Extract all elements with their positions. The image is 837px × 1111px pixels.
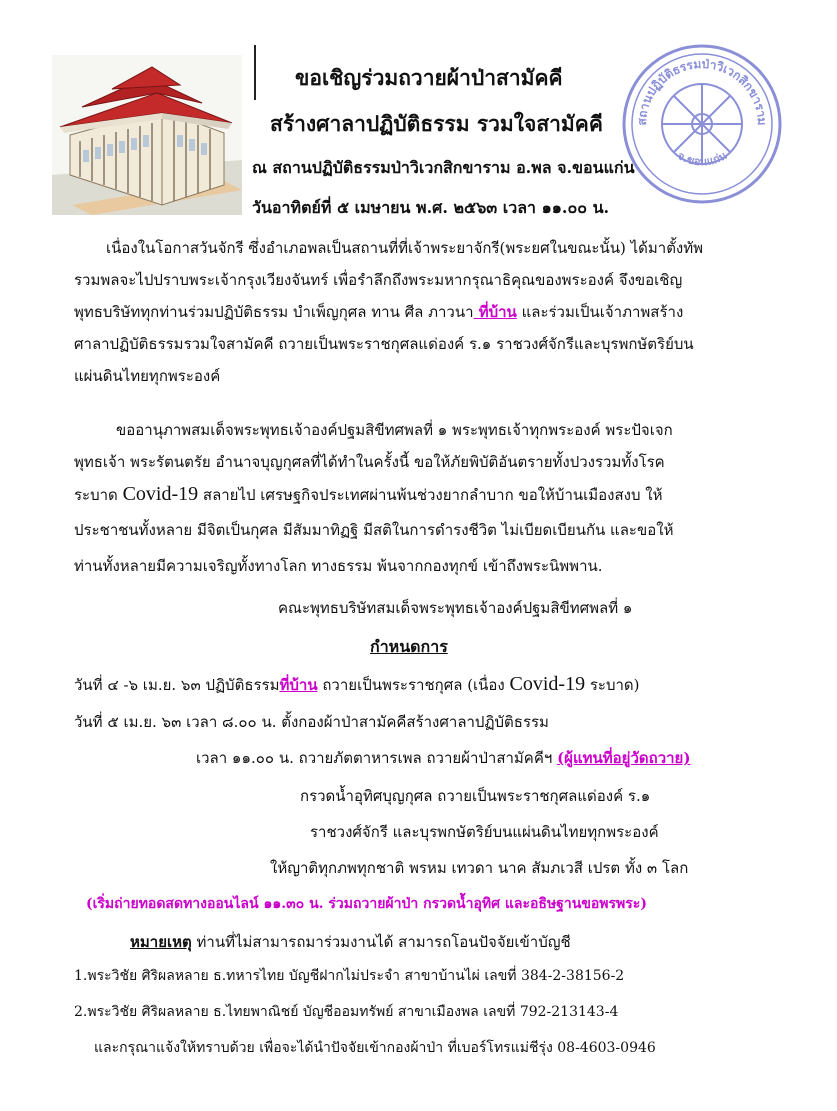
title-line-1: ขอเชิญร่วมถวายผ้าป่าสามัคคี: [295, 65, 563, 90]
para1-line4: ศาลาปฏิบัติธรรมรวมใจสามัคคี ถวายเป็นพระราชกุศลแด่องค์ ร.๑ ราชวงศ์จักรีและบุรพกษัตริย์บน: [74, 335, 694, 353]
schedule-row-1-tail: ระบาด): [585, 676, 640, 694]
para1-line3-tail: และร่วมเป็นเจ้าภาพสร้าง: [516, 303, 684, 321]
title-line-2: สร้างศาลาปฏิบัติธรรม รวมใจสามัคคี: [270, 111, 603, 136]
schedule-row-2: วันที่ ๕ เม.ย. ๖๓ เวลา ๘.๐๐ น. ตั้งกองผ้าป่าสามัคคีสร้างศาลาปฏิบัติธรรม: [74, 713, 549, 731]
schedule-heading: กำหนดการ: [370, 637, 448, 656]
sala-building-illustration: [52, 55, 242, 215]
bank-account-1: 1.พระวิชัย ศิริผลหลาย ธ.ทหารไทย บัญชีฝากไม่ประจำ สาขาบ้านไผ่ เลขที่ 384-2-38156-2: [74, 968, 625, 984]
note-text: ท่านที่ไม่สามารถมาร่วมงานได้ สามารถโอนปัจจัยเข้าบัญชี: [191, 933, 571, 951]
para2-line3: [74, 484, 662, 505]
para2-line4: ประชาชนทั้งหลาย มีจิตเป็นกุศล มีสัมมาทิฏฐิ มีสติในการดำรงชีวิต ไม่เบียดเบียนกัน และขอให้: [74, 521, 674, 539]
para1-line3-text: พุทธบริษัททุกท่านร่วมปฏิบัติธรรม บำเพ็ญกุศล ทาน ศีล ภาวนา: [74, 303, 474, 321]
schedule-row-5: ราชวงศ์จักรี และบุรพกษัตริย์บนแผ่นดินไทยทุกพระองค์: [310, 823, 659, 841]
schedule-row-1-mid: ถวายเป็นพระราชกุศล (เนื่อง: [317, 676, 510, 694]
schedule-row-6: ให้ญาติทุกภพทุกชาติ พรหม เทวดา นาค สัมภเวสี เปรต ทั้ง ๓ โลก: [270, 859, 689, 877]
para1-line3: [74, 302, 683, 322]
schedule-row-3: [196, 748, 690, 768]
event-datetime: วันอาทิตย์ที่ ๕ เมษายน พ.ศ. ๒๕๖๓ เวลา ๑๑.๐๐ น.: [252, 198, 610, 217]
para1-line1: เนื่องในโอกาสวันจักรี ซึ่งอำเภอพลเป็นสถานที่ที่เจ้าพระยาจักรี(พระยศในขณะนั้น) ได้มาตั้งทัพ: [106, 239, 704, 257]
covid-label: Covid-19: [122, 483, 199, 505]
para1-line2: รวมพลจะไปปราบพระเจ้ากรุงเวียงจันทร์ เพื่อรำลึกถึงพระมหากรุณาธิคุณของพระองค์ จึงขอเชิญ: [74, 271, 683, 289]
note-label: หมายเหตุ: [130, 933, 192, 951]
seal-text-bottom: จ.ขอนแก่น: [675, 148, 729, 169]
note-line: [130, 932, 571, 952]
schedule-row-4: กรวดน้ำอุทิศบุญกุศล ถวายเป็นพระราชกุศลแด่องค์ ร.๑: [300, 787, 651, 805]
event-location: ณ สถานปฏิบัติธรรมป่าวิเวกสิกขาราม อ.พล จ.ขอนแก่น: [252, 158, 635, 177]
temple-seal-stamp: [620, 42, 784, 206]
live-broadcast-note: (เริ่มถ่ายทอดสดทางออนไลน์ ๑๑.๓๐ น. ร่วมถวายผ้าป่า กรวดน้ำอุทิศ และอธิษฐานขอพรพระ): [86, 896, 647, 912]
para2-line3-head: ระบาด: [74, 486, 123, 504]
at-home-highlight: ที่บ้าน: [473, 303, 517, 321]
schedule-row-1: [74, 674, 640, 695]
header-divider: [254, 45, 256, 100]
para2-line1: ขออานุภาพสมเด็จพระพุทธเจ้าองค์ปฐมสิขีทศพลที่ ๑ พระพุทธเจ้าทุกพระองค์ พระปัจเจก: [116, 421, 673, 439]
contact-line: และกรุณาแจ้งให้ทราบด้วย เพื่อจะได้นำปัจจัยเข้ากองผ้าป่า ที่เบอร์โทรแม่ชีรุ่ง 08-4603-0946: [94, 1040, 656, 1056]
representative-note: (ผู้แทนที่อยู่วัดถวาย): [557, 749, 691, 767]
schedule-row-1-head: วันที่ ๔ -๖ เม.ย. ๖๓ ปฏิบัติธรรม: [74, 676, 280, 694]
para2-line2: พุทธเจ้า พระรัตนตรัย อำนาจบุญกุศลที่ได้ทำในครั้งนี้ ขอให้ภัยพิบัติอันตรายทั้งปวงรวมทั้งโรค: [74, 453, 665, 471]
seal-text-top: สถานปฏิบัติธรรมป่าวิเวกสิกขาราม: [634, 56, 770, 126]
at-home-highlight-2: ที่บ้าน: [279, 676, 318, 694]
covid-label-2: Covid-19: [509, 673, 586, 695]
para2-line3-tail: สลายไป เศรษฐกิจประเทศผ่านพ้นช่วงยากลำบาก ขอให้บ้านเมืองสงบ ให้: [198, 486, 663, 504]
signature-line: คณะพุทธบริษัทสมเด็จพระพุทธเจ้าองค์ปฐมสิขีทศพลที่ ๑: [278, 599, 633, 617]
para2-line5: ท่านทั้งหลายมีความเจริญทั้งทางโลก ทางธรรม พ้นจากกองทุกข์ เข้าถึงพระนิพพาน.: [74, 557, 603, 575]
schedule-row-3-head: เวลา ๑๑.๐๐ น. ถวายภัตตาหารเพล ถวายผ้าป่าสามัคคีฯ: [196, 749, 558, 767]
bank-account-2: 2.พระวิชัย ศิริผลหลาย ธ.ไทยพาณิชย์ บัญชีออมทรัพย์ สาขาเมืองพล เลขที่ 792-213143-4: [74, 1004, 619, 1020]
para1-line5: แผ่นดินไทยทุกพระองค์: [74, 367, 221, 385]
